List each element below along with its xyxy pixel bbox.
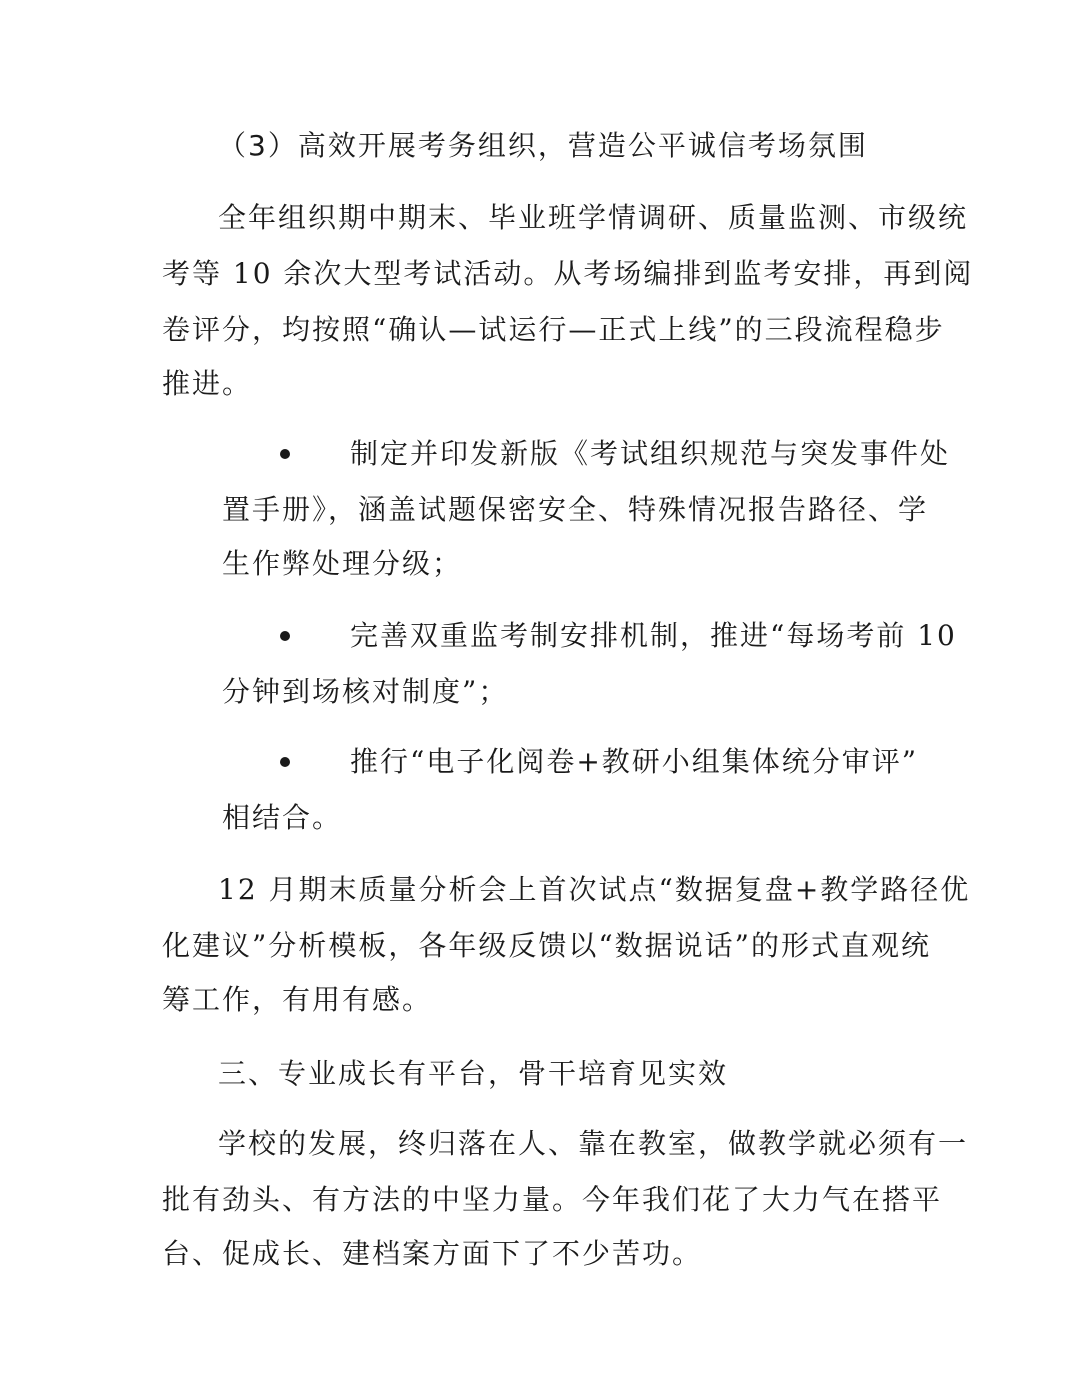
bullet-3-line-1: 推行“电子化阅卷+教研小组集体统分审评” (350, 745, 919, 778)
bullet-2-line-1: 完善双重监考制安排机制，推进“每场考前 10 (350, 619, 957, 652)
bullet-1-line-1: 制定并印发新版《考试组织规范与突发事件处 (350, 437, 951, 470)
bullet-dot-icon (280, 631, 290, 641)
bullet-3-line-2: 相结合。 (222, 801, 343, 834)
paragraph-3-line-3: 台、促成长、建档案方面下了不少苦功。 (162, 1237, 703, 1270)
section-heading-three: 三、专业成长有平台，骨干培育见实效 (218, 1057, 729, 1090)
bullet-dot-icon (280, 449, 290, 459)
paragraph-1-line-1: 全年组织期中期末、毕业班学情调研、质量监测、市级统 (218, 201, 969, 234)
paragraph-3-line-1: 学校的发展，终归落在人、靠在教室，做教学就必须有一 (218, 1127, 969, 1160)
paragraph-2-line-2: 化建议”分析模板，各年级反馈以“数据说话”的形式直观统 (162, 929, 931, 962)
bullet-2-line-2: 分钟到场核对制度”； (222, 675, 509, 708)
paragraph-1-line-2: 考等 10 余次大型考试活动。从考场编排到监考安排，再到阅 (162, 257, 974, 290)
paragraph-2-line-3: 筹工作，有用有感。 (162, 983, 433, 1016)
paragraph-1-line-4: 推进。 (162, 367, 253, 400)
bullet-1-line-2: 置手册》，涵盖试题保密安全、特殊情况报告路径、学 (222, 493, 929, 526)
bullet-1-line-3: 生作弊处理分级； (222, 547, 463, 580)
paragraph-3-line-2: 批有劲头、有方法的中坚力量。今年我们花了大力气在搭平 (162, 1183, 943, 1216)
paragraph-2-line-1: 12 月期末质量分析会上首次试点“数据复盘+教学路径优 (218, 873, 971, 906)
paragraph-1-line-3: 卷评分，均按照“确认—试运行—正式上线”的三段流程稳步 (162, 313, 945, 346)
section-heading-3: （3）高效开展考务组织，营造公平诚信考场氛围 (218, 129, 868, 162)
bullet-dot-icon (280, 757, 290, 767)
